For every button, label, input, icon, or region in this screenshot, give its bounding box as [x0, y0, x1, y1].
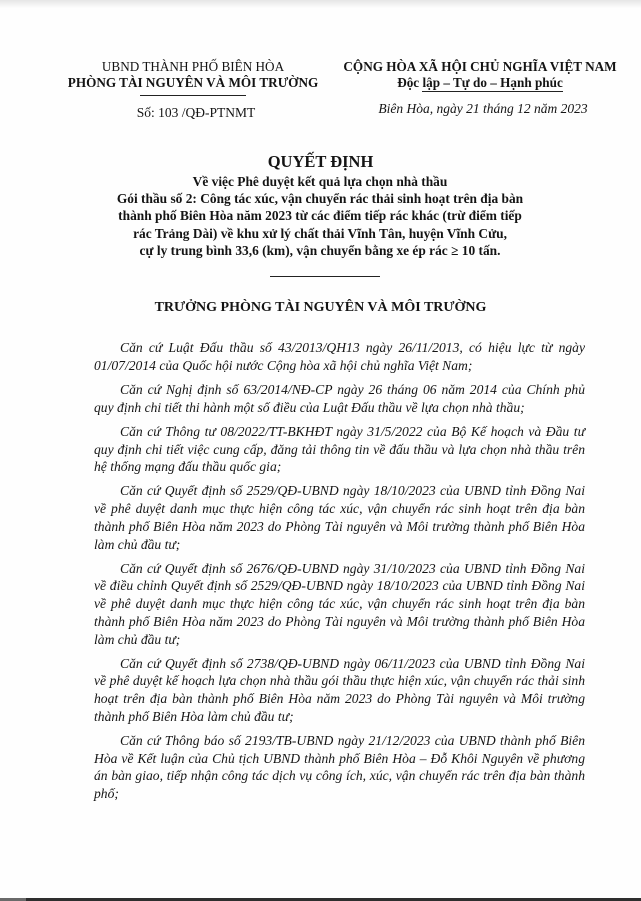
subject-line: Gói thầu số 2: Công tác xúc, vận chuyển rác thải sinh hoạt trên địa bàn — [116, 191, 524, 207]
motto-underlined: lập – Tự do – Hạnh phúc — [422, 75, 563, 90]
legal-basis — [94, 339, 585, 809]
issue-date: Biên Hòa, ngày 21 tháng 12 năm 2023 — [378, 101, 588, 116]
national-header-block — [330, 58, 630, 117]
legal-basis-paragraph: Căn cứ Thông báo số 2193/TB-UBND ngày 21/12/2023 của UBND thành phố Biên Hòa về Kết luận của Chủ tịch UBND thành phố Biên Hòa – Đỗ Khôi Nguyên về phương án bàn giao, tiếp nhận công tác dịch vụ công ích, xúc, vận chuyển rác trên địa bàn thành phố; — [94, 733, 585, 802]
agency-divider — [140, 95, 246, 96]
department-name: PHÒNG TÀI NGUYÊN VÀ MÔI TRƯỜNG — [67, 75, 319, 90]
issuing-agency-block — [56, 58, 330, 121]
legal-basis-paragraph: Căn cứ Luật Đấu thầu số 43/2013/QH13 ngày 26/11/2013, có hiệu lực từ ngày 01/07/2014 của Quốc hội nước Cộng hòa xã hội chủ nghĩa Việt Nam; — [94, 340, 585, 373]
legal-basis-paragraph: Căn cứ Quyết định số 2676/QĐ-UBND ngày 31/10/2023 của UBND tỉnh Đồng Nai về điều chỉnh Quyết định số 2529/QĐ-UBND ngày 18/10/2023 của UBND tỉnh Đồng Nai về phê duyệt danh mục thực hiện công tác xúc, vận chuyển rác sinh hoạt trên địa bàn thành phố Biên Hòa năm 2023 do Phòng Tài nguyên và Môi trường thành phố Biên Hòa làm chủ đầu tư; — [94, 560, 585, 647]
subject-divider — [270, 276, 380, 277]
agency-name: UBND THÀNH PHỐ BIÊN HÒA — [101, 59, 285, 74]
page-top-shadow — [0, 0, 641, 8]
document-title: QUYẾT ĐỊNH — [267, 152, 374, 171]
motto-prefix: Độc — [397, 75, 423, 90]
subject-line: rác Trảng Dài) về khu xử lý chất thải Vĩnh Tân, huyện Vĩnh Cửu, — [133, 225, 507, 241]
issuing-authority: TRƯỞNG PHÒNG TÀI NGUYÊN VÀ MÔI TRƯỜNG — [154, 300, 487, 315]
document-subject — [70, 173, 570, 259]
national-motto — [330, 75, 630, 91]
subject-line: thành phố Biên Hòa năm 2023 từ các điểm tiếp rác khác (trừ điểm tiếp — [118, 208, 522, 224]
legal-basis-paragraph: Căn cứ Quyết định số 2529/QĐ-UBND ngày 18/10/2023 của UBND tỉnh Đồng Nai về phê duyệt danh mục thực hiện công tác xúc, vận chuyển rác sinh hoạt trên địa bàn thành phố Biên Hòa năm 2023 do Phòng Tài nguyên và Môi trường thành phố Biên Hòa làm chủ đầu tư; — [94, 483, 585, 552]
nation-name: CỘNG HÒA XÃ HỘI CHỦ NGHĨA VIỆT NAM — [343, 59, 617, 74]
legal-basis-paragraph: Căn cứ Nghị định số 63/2014/NĐ-CP ngày 26 tháng 06 năm 2014 của Chính phủ quy định chi tiết thi hành một số điều của Luật Đấu thầu về lựa chọn nhà thầu; — [94, 381, 585, 415]
document-number: Số: 103 /QĐ-PTNMT — [136, 105, 256, 120]
subject-line: Về việc Phê duyệt kết quả lựa chọn nhà thầu — [192, 174, 448, 189]
subject-line: cự ly trung bình 33,6 (km), vận chuyển bằng xe ép rác ≥ 10 tấn. — [139, 242, 501, 258]
legal-basis-paragraph: Căn cứ Thông tư 08/2022/TT-BKHĐT ngày 31/5/2022 của Bộ Kế hoạch và Đầu tư quy định chi tiết việc cung cấp, đăng tải thông tin về đấu thầu và lựa chọn nhà thầu trên hệ thống mạng đấu thầu quốc gia; — [94, 423, 585, 475]
legal-basis-paragraph: Căn cứ Quyết định số 2738/QĐ-UBND ngày 06/11/2023 của UBND tỉnh Đồng Nai về phê duyệt kế hoạch lựa chọn nhà thầu gói thầu thực hiện xúc, vận chuyển rác thải sinh hoạt trên địa bàn thành phố Biên Hòa năm 2023 do Phòng Tài nguyên và Môi trường thành phố Biên Hòa làm chủ đầu tư; — [94, 655, 585, 724]
